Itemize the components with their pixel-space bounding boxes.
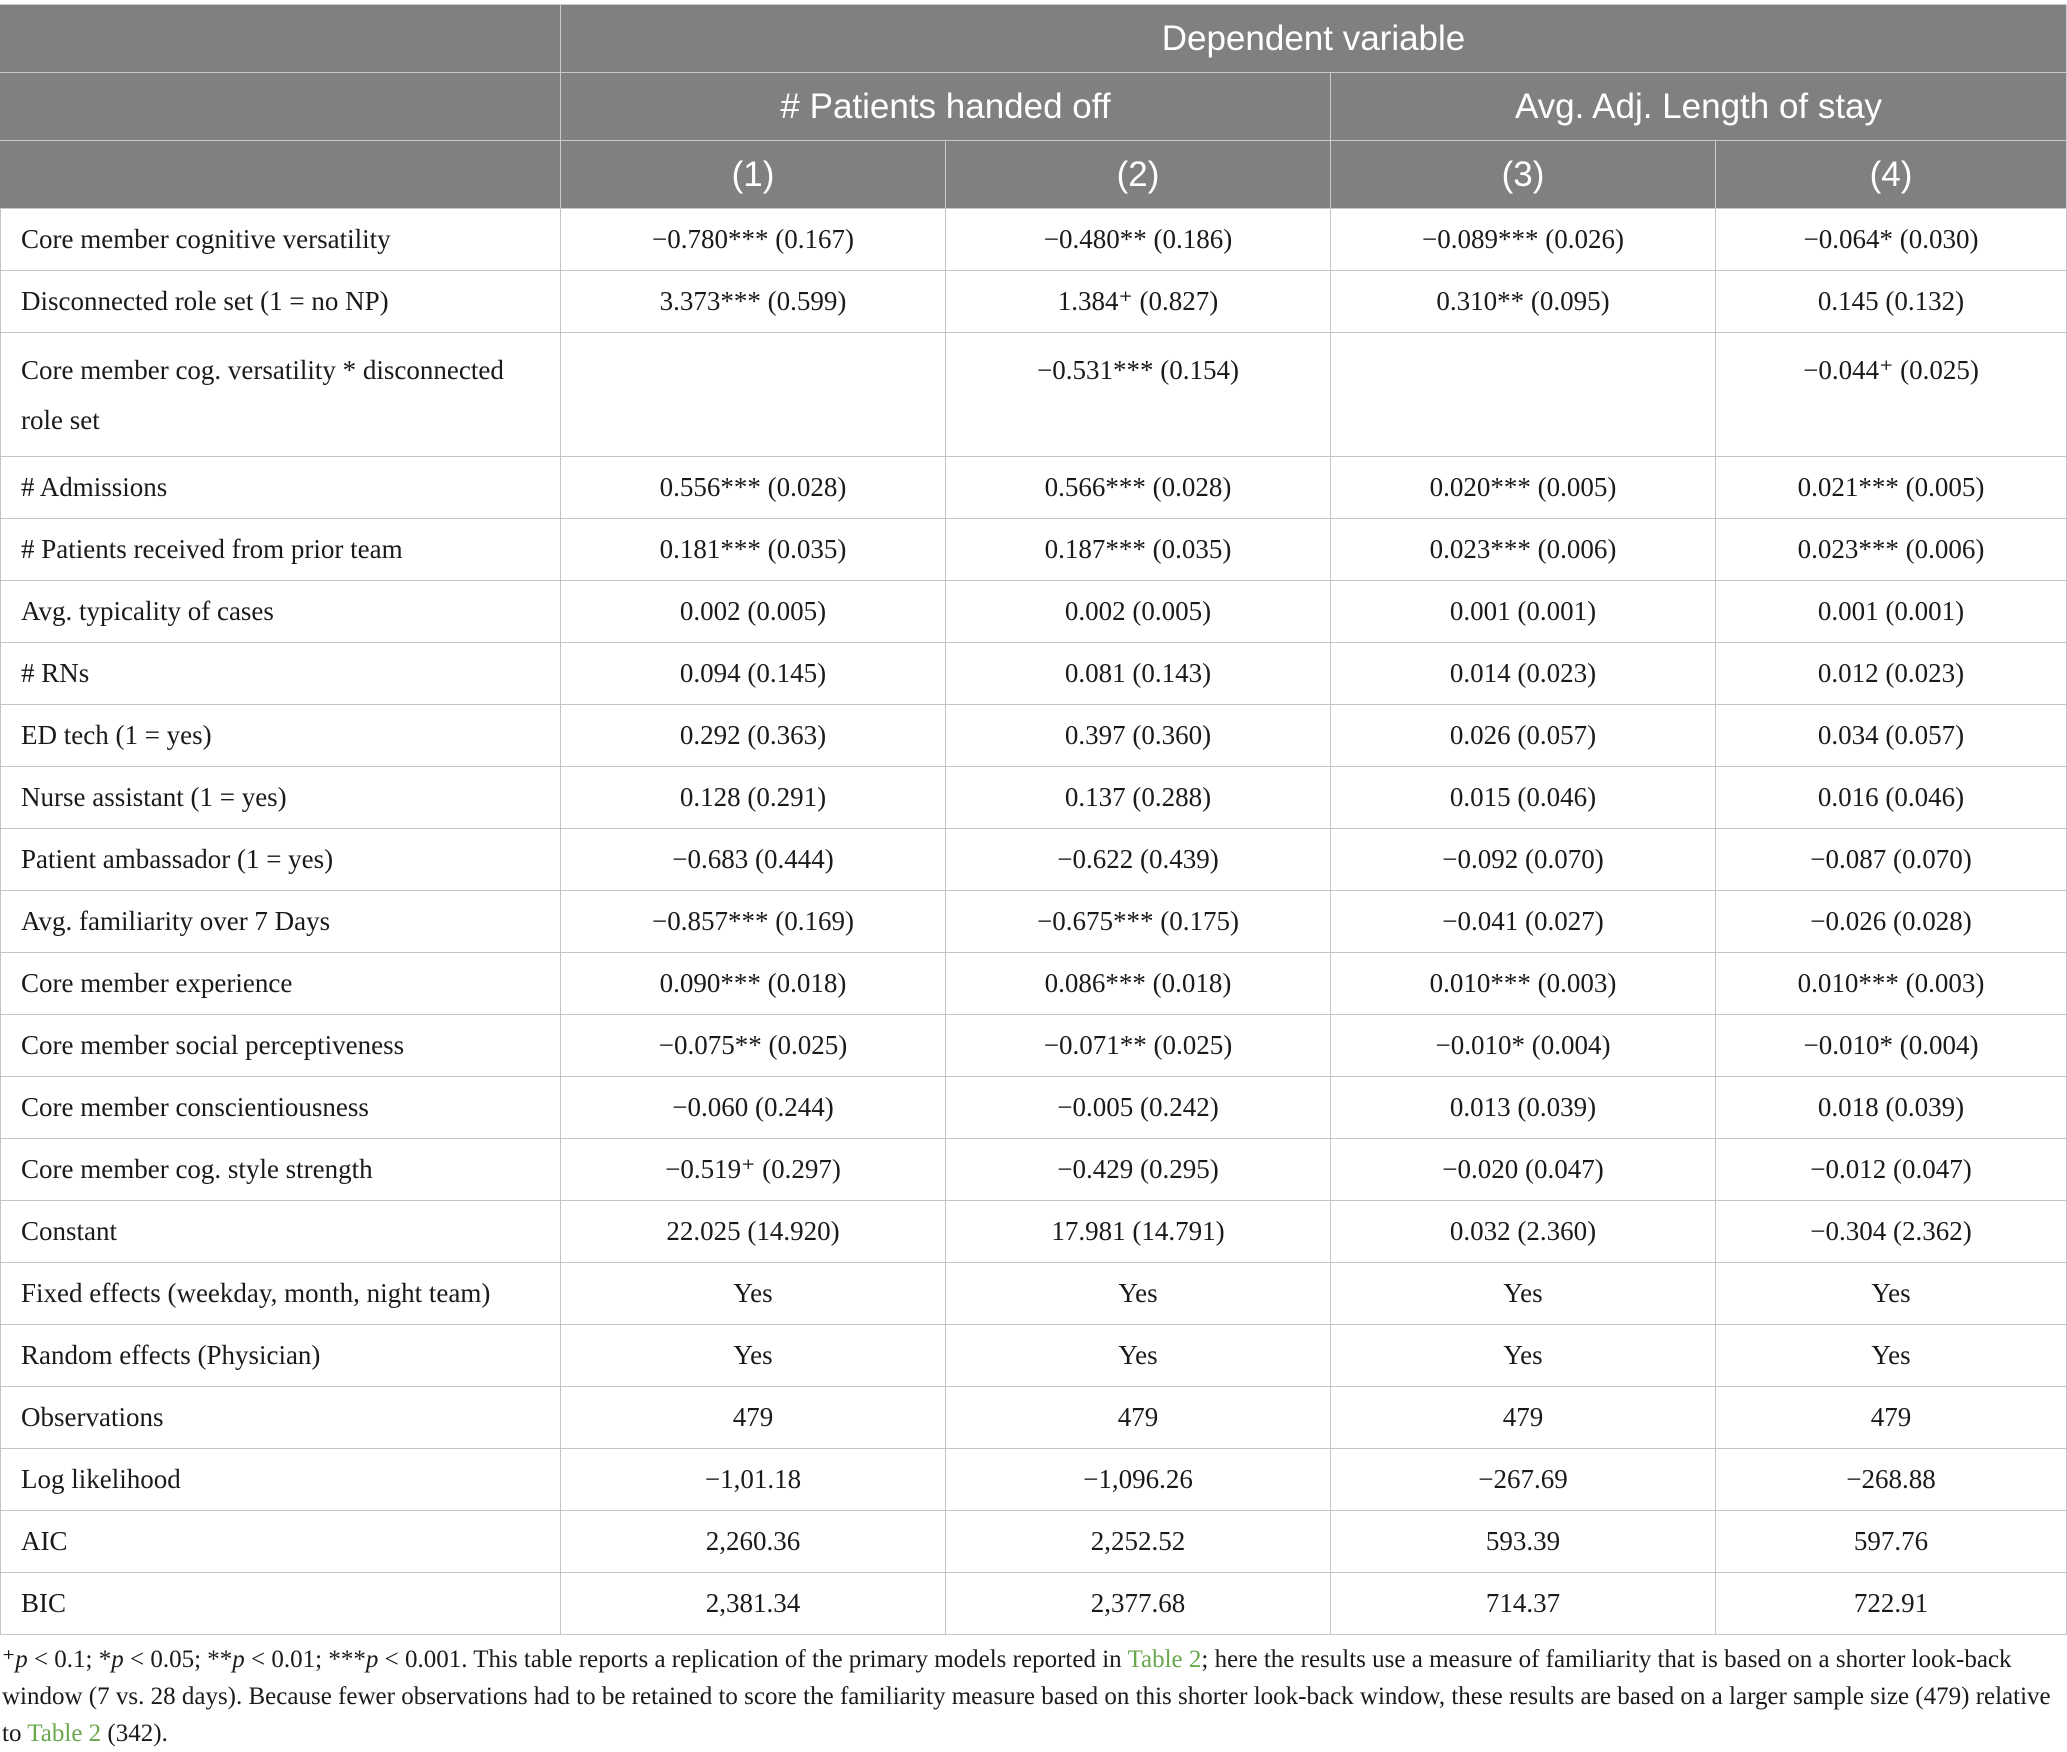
- table-row: [1, 1077, 2067, 1139]
- model-4-cell: 479: [1716, 1387, 2067, 1449]
- model-3-cell: −267.69: [1331, 1449, 1716, 1511]
- model-1-cell: −0.857*** (0.169): [561, 891, 946, 953]
- model-3-heading: (3): [1331, 141, 1716, 209]
- model-1-cell: 0.094 (0.145): [561, 643, 946, 705]
- row-label: Avg. typicality of cases: [1, 581, 561, 643]
- footnote-text: < 0.01; ***: [244, 1646, 366, 1673]
- model-1-cell: −0.075** (0.025): [561, 1015, 946, 1077]
- model-2-cell: 2,377.68: [946, 1573, 1331, 1635]
- table-2-link[interactable]: Table 2: [27, 1720, 102, 1747]
- model-4-cell: −0.304 (2.362): [1716, 1201, 2067, 1263]
- table-row: [1, 953, 2067, 1015]
- model-1-cell: [561, 333, 946, 457]
- model-1-cell: −1,01.18: [561, 1449, 946, 1511]
- model-1-cell: −0.060 (0.244): [561, 1077, 946, 1139]
- table-2-link[interactable]: Table 2: [1127, 1646, 1202, 1673]
- row-label: Avg. familiarity over 7 Days: [1, 891, 561, 953]
- model-4-cell: −268.88: [1716, 1449, 2067, 1511]
- header-row-dv: [1, 73, 2067, 141]
- model-4-cell: 0.012 (0.023): [1716, 643, 2067, 705]
- model-3-cell: 593.39: [1331, 1511, 1716, 1573]
- table-row: [1, 1201, 2067, 1263]
- model-2-cell: 0.081 (0.143): [946, 643, 1331, 705]
- model-2-cell: 0.137 (0.288): [946, 767, 1331, 829]
- model-3-cell: −0.041 (0.027): [1331, 891, 1716, 953]
- table-row: [1, 1325, 2067, 1387]
- dv-patients-handed-off-heading: # Patients handed off: [561, 73, 1331, 141]
- model-4-heading: (4): [1716, 141, 2067, 209]
- model-2-cell: −1,096.26: [946, 1449, 1331, 1511]
- table-row: [1, 643, 2067, 705]
- model-3-cell: 714.37: [1331, 1573, 1716, 1635]
- row-label: Core member cog. versatility * disconnected role set: [1, 333, 561, 457]
- header-blank-cell: [1, 141, 561, 209]
- model-1-cell: −0.519⁺ (0.297): [561, 1139, 946, 1201]
- table-row: [1, 271, 2067, 333]
- row-label: Core member experience: [1, 953, 561, 1015]
- model-3-cell: [1331, 333, 1716, 457]
- model-4-cell: 0.021*** (0.005): [1716, 457, 2067, 519]
- footnote-p: p: [111, 1646, 124, 1673]
- model-4-cell: 0.023*** (0.006): [1716, 519, 2067, 581]
- row-label: Patient ambassador (1 = yes): [1, 829, 561, 891]
- row-label: Core member conscientiousness: [1, 1077, 561, 1139]
- model-4-cell: 0.034 (0.057): [1716, 705, 2067, 767]
- model-2-cell: 479: [946, 1387, 1331, 1449]
- model-4-cell: 0.010*** (0.003): [1716, 953, 2067, 1015]
- regression-table-figure: [0, 4, 2067, 1752]
- model-1-cell: 0.002 (0.005): [561, 581, 946, 643]
- model-4-cell: 0.016 (0.046): [1716, 767, 2067, 829]
- footnote-text: (342).: [101, 1720, 168, 1747]
- model-4-cell: −0.012 (0.047): [1716, 1139, 2067, 1201]
- model-2-cell: 0.187*** (0.035): [946, 519, 1331, 581]
- model-3-cell: 0.032 (2.360): [1331, 1201, 1716, 1263]
- row-label: Core member cognitive versatility: [1, 209, 561, 271]
- table-row: [1, 829, 2067, 891]
- model-2-cell: −0.480** (0.186): [946, 209, 1331, 271]
- model-1-cell: Yes: [561, 1263, 946, 1325]
- model-4-cell: 0.001 (0.001): [1716, 581, 2067, 643]
- model-1-cell: −0.683 (0.444): [561, 829, 946, 891]
- model-2-cell: Yes: [946, 1263, 1331, 1325]
- footnote-p: p: [15, 1646, 28, 1673]
- model-2-cell: −0.531*** (0.154): [946, 333, 1331, 457]
- regression-table: [0, 4, 2067, 1635]
- model-4-cell: Yes: [1716, 1325, 2067, 1387]
- model-1-cell: 0.292 (0.363): [561, 705, 946, 767]
- table-row: [1, 457, 2067, 519]
- footnote-text: < 0.1; *: [27, 1646, 112, 1673]
- model-4-cell: −0.026 (0.028): [1716, 891, 2067, 953]
- model-1-cell: 0.181*** (0.035): [561, 519, 946, 581]
- model-3-cell: 0.001 (0.001): [1331, 581, 1716, 643]
- model-3-cell: 0.013 (0.039): [1331, 1077, 1716, 1139]
- table-body: [1, 209, 2067, 1635]
- model-4-cell: −0.010* (0.004): [1716, 1015, 2067, 1077]
- model-1-cell: −0.780*** (0.167): [561, 209, 946, 271]
- model-1-cell: 0.128 (0.291): [561, 767, 946, 829]
- model-1-cell: Yes: [561, 1325, 946, 1387]
- model-4-cell: 597.76: [1716, 1511, 2067, 1573]
- table-row: [1, 1449, 2067, 1511]
- model-3-cell: 479: [1331, 1387, 1716, 1449]
- model-1-cell: 22.025 (14.920): [561, 1201, 946, 1263]
- model-3-cell: 0.015 (0.046): [1331, 767, 1716, 829]
- footnote-text: < 0.05; **: [123, 1646, 233, 1673]
- table-row: [1, 705, 2067, 767]
- model-1-cell: 3.373*** (0.599): [561, 271, 946, 333]
- table-footnote: [0, 1635, 2064, 1752]
- model-2-cell: Yes: [946, 1325, 1331, 1387]
- model-2-cell: 0.566*** (0.028): [946, 457, 1331, 519]
- footnote-p: p: [365, 1646, 379, 1673]
- table-row: [1, 1511, 2067, 1573]
- model-3-cell: Yes: [1331, 1263, 1716, 1325]
- table-row: [1, 209, 2067, 271]
- row-label: Core member social perceptiveness: [1, 1015, 561, 1077]
- model-4-cell: −0.044⁺ (0.025): [1716, 333, 2067, 457]
- model-3-cell: 0.014 (0.023): [1331, 643, 1716, 705]
- dependent-variable-heading: Dependent variable: [561, 5, 2067, 73]
- table-row: [1, 1387, 2067, 1449]
- model-2-cell: 0.086*** (0.018): [946, 953, 1331, 1015]
- model-1-cell: 2,381.34: [561, 1573, 946, 1635]
- model-4-cell: −0.087 (0.070): [1716, 829, 2067, 891]
- model-1-cell: 0.556*** (0.028): [561, 457, 946, 519]
- row-label: Fixed effects (weekday, month, night team): [1, 1263, 561, 1325]
- table-row: [1, 581, 2067, 643]
- table-row: [1, 519, 2067, 581]
- row-label: Random effects (Physician): [1, 1325, 561, 1387]
- row-label: Core member cog. style strength: [1, 1139, 561, 1201]
- row-label: Log likelihood: [1, 1449, 561, 1511]
- footnote-text: < 0.001. This table reports a replication of the primary models reported in: [378, 1646, 1128, 1673]
- model-3-cell: −0.020 (0.047): [1331, 1139, 1716, 1201]
- model-2-heading: (2): [946, 141, 1331, 209]
- model-2-cell: 17.981 (14.791): [946, 1201, 1331, 1263]
- row-label: Disconnected role set (1 = no NP): [1, 271, 561, 333]
- model-2-cell: 0.002 (0.005): [946, 581, 1331, 643]
- row-label: # Patients received from prior team: [1, 519, 561, 581]
- row-label: AIC: [1, 1511, 561, 1573]
- model-4-cell: Yes: [1716, 1263, 2067, 1325]
- row-label: Observations: [1, 1387, 561, 1449]
- model-2-cell: −0.675*** (0.175): [946, 891, 1331, 953]
- table-row: [1, 1573, 2067, 1635]
- header-row-models: [1, 141, 2067, 209]
- row-label: # Admissions: [1, 457, 561, 519]
- footnote-text: ; here the results use a measure of familiarity that is based on a shorter look-back window (7 vs. 28 days). Because fewer observations had to be retained to score the familiarity measure based on this shorter look-back window, these results are based on a larger sample size (479) relative to: [2, 1646, 2051, 1747]
- model-4-cell: 0.145 (0.132): [1716, 271, 2067, 333]
- row-label: Constant: [1, 1201, 561, 1263]
- model-3-cell: −0.092 (0.070): [1331, 829, 1716, 891]
- model-2-cell: −0.429 (0.295): [946, 1139, 1331, 1201]
- header-blank-cell: [1, 5, 561, 73]
- model-1-cell: 479: [561, 1387, 946, 1449]
- model-3-cell: 0.010*** (0.003): [1331, 953, 1716, 1015]
- model-2-cell: −0.005 (0.242): [946, 1077, 1331, 1139]
- table-row: [1, 767, 2067, 829]
- model-2-cell: 2,252.52: [946, 1511, 1331, 1573]
- model-1-heading: (1): [561, 141, 946, 209]
- footnote-p: p: [232, 1646, 245, 1673]
- model-1-cell: 0.090*** (0.018): [561, 953, 946, 1015]
- model-3-cell: −0.010* (0.004): [1331, 1015, 1716, 1077]
- footnote-sig-plus: ⁺: [2, 1646, 16, 1673]
- model-2-cell: 0.397 (0.360): [946, 705, 1331, 767]
- table-row: [1, 333, 2067, 457]
- model-4-cell: 0.018 (0.039): [1716, 1077, 2067, 1139]
- dv-length-of-stay-heading: Avg. Adj. Length of stay: [1331, 73, 2067, 141]
- model-3-cell: 0.310** (0.095): [1331, 271, 1716, 333]
- model-3-cell: 0.026 (0.057): [1331, 705, 1716, 767]
- model-3-cell: 0.023*** (0.006): [1331, 519, 1716, 581]
- table-row: [1, 1139, 2067, 1201]
- table-header: [1, 5, 2067, 209]
- table-row: [1, 891, 2067, 953]
- row-label: Nurse assistant (1 = yes): [1, 767, 561, 829]
- model-3-cell: Yes: [1331, 1325, 1716, 1387]
- header-row-group: [1, 5, 2067, 73]
- header-blank-cell: [1, 73, 561, 141]
- row-label: ED tech (1 = yes): [1, 705, 561, 767]
- model-2-cell: 1.384⁺ (0.827): [946, 271, 1331, 333]
- model-2-cell: −0.071** (0.025): [946, 1015, 1331, 1077]
- model-3-cell: −0.089*** (0.026): [1331, 209, 1716, 271]
- table-row: [1, 1015, 2067, 1077]
- table-row: [1, 1263, 2067, 1325]
- row-label: BIC: [1, 1573, 561, 1635]
- model-3-cell: 0.020*** (0.005): [1331, 457, 1716, 519]
- model-4-cell: 722.91: [1716, 1573, 2067, 1635]
- model-1-cell: 2,260.36: [561, 1511, 946, 1573]
- row-label: # RNs: [1, 643, 561, 705]
- model-2-cell: −0.622 (0.439): [946, 829, 1331, 891]
- model-4-cell: −0.064* (0.030): [1716, 209, 2067, 271]
